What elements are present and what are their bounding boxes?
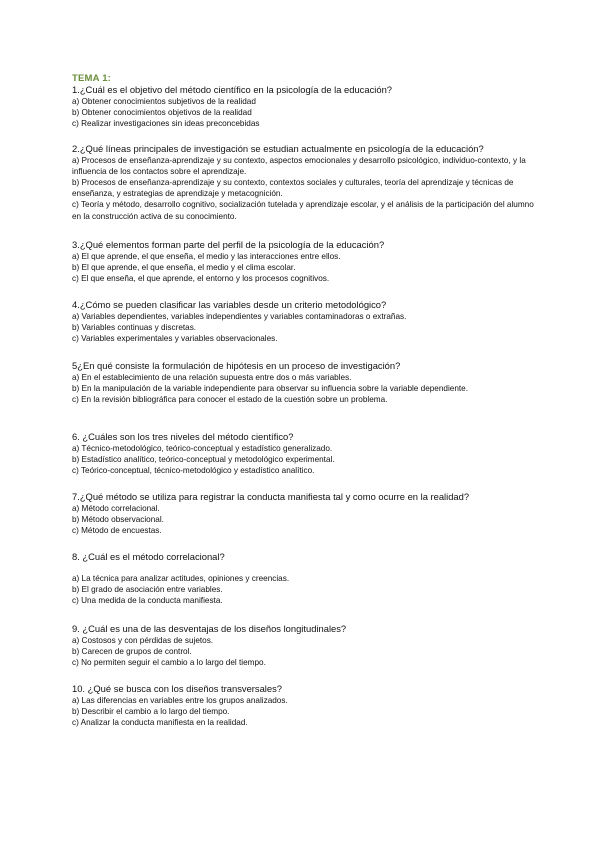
question-text: 2.¿Qué líneas principales de investigación se estudian actualmente en psicología de la educación? bbox=[72, 143, 484, 154]
question-text: 4.¿Cómo se pueden clasificar las variables desde un criterio metodológico? bbox=[72, 299, 387, 310]
question-3 bbox=[72, 239, 542, 284]
option-b: b) Procesos de enseñanza-aprendizaje y su contexto, contextos sociales y culturales, teoría del aprendizaje y técnicas de enseñanza, y estrategias de aprendizaje y metacognición. bbox=[72, 177, 514, 199]
option-c: c) Método de encuestas. bbox=[72, 525, 162, 535]
option-c: c) En la revisión bibliográfica para conocer el estado de la cuestión sobre un problema. bbox=[72, 394, 388, 404]
option-c: c) No permiten seguir el cambio a lo largo del tiempo. bbox=[72, 657, 266, 667]
question-1 bbox=[72, 84, 542, 129]
option-a: a) Costosos y con pérdidas de sujetos. bbox=[72, 635, 214, 645]
option-a: a) Las diferencias en variables entre los grupos analizados. bbox=[72, 695, 288, 705]
option-a: a) Variables dependientes, variables independientes y variables contaminadoras o extrañas. bbox=[72, 311, 407, 321]
question-text: 1.¿Cuál es el objetivo del método científico en la psicología de la educación? bbox=[72, 84, 392, 95]
question-10 bbox=[72, 683, 542, 728]
option-c: c) Analizar la conducta manifiesta en la realidad. bbox=[72, 717, 248, 727]
option-b: b) Estadístico analítico, teórico-conceptual y metodológico experimental. bbox=[72, 454, 335, 464]
option-b: b) Describir el cambio a lo largo del tiempo. bbox=[72, 706, 230, 716]
option-a: a) Obtener conocimientos subjetivos de la realidad bbox=[72, 96, 256, 106]
option-b: b) En la manipulación de la variable independiente para observar su influencia sobre la variable dependiente. bbox=[72, 383, 468, 393]
option-b: b) Obtener conocimientos objetivos de la realidad bbox=[72, 107, 252, 117]
option-b: b) Variables continuas y discretas. bbox=[72, 322, 197, 332]
option-a: a) En el establecimiento de una relación supuesta entre dos o más variables. bbox=[72, 372, 352, 382]
option-b: b) Carecen de grupos de control. bbox=[72, 646, 192, 656]
question-text: 9. ¿Cuál es una de las desventajas de los diseños longitudinales? bbox=[72, 623, 347, 634]
question-text: 8. ¿Cuál es el método correlacional? bbox=[72, 551, 225, 562]
option-b: b) Método observacional. bbox=[72, 514, 164, 524]
option-c: c) Realizar investigaciones sin ideas preconcebidas bbox=[72, 118, 260, 128]
question-6 bbox=[72, 431, 542, 476]
question-text: 10. ¿Qué se busca con los diseños transversales? bbox=[72, 683, 283, 694]
option-c: c) Variables experimentales y variables observacionales. bbox=[72, 333, 278, 343]
option-a: a) Procesos de enseñanza-aprendizaje y su contexto, aspectos emocionales y desarrollo psicológico, individuo-contexto, y la influencia de los contactos sobre el aprendizaje. bbox=[72, 155, 526, 176]
option-b: b) El que aprende, el que enseña, el medio y el clima escolar. bbox=[72, 262, 296, 272]
option-c: c) El que enseña, el que aprende, el entorno y los procesos cognitivos. bbox=[72, 273, 330, 283]
question-5 bbox=[72, 360, 542, 405]
option-a: a) Técnico-metodológico, teórico-conceptual y estadístico generalizado. bbox=[72, 443, 333, 453]
option-b: b) El grado de asociación entre variables. bbox=[72, 584, 223, 594]
question-8 bbox=[72, 551, 542, 606]
option-c: c) Una medida de la conducta manifiesta. bbox=[72, 595, 223, 605]
question-text: 5¿En qué consiste la formulación de hipótesis en un proceso de investigación? bbox=[72, 360, 401, 371]
page-title: TEMA 1: bbox=[72, 73, 112, 84]
question-9 bbox=[72, 623, 542, 668]
question-7 bbox=[72, 491, 542, 536]
option-a: a) Método correlacional. bbox=[72, 503, 160, 513]
question-text: 6. ¿Cuáles son los tres niveles del método científico? bbox=[72, 431, 294, 442]
question-2 bbox=[72, 143, 542, 222]
question-text: 7.¿Qué método se utiliza para registrar la conducta manifiesta tal y como ocurre en la realidad? bbox=[72, 491, 470, 502]
question-text: 3.¿Qué elementos forman parte del perfil de la psicología de la educación? bbox=[72, 239, 385, 250]
option-a: a) El que aprende, el que enseña, el medio y las interacciones entre ellos. bbox=[72, 251, 341, 261]
question-4 bbox=[72, 299, 542, 344]
option-c: c) Teórico-conceptual, técnico-metodológico y estadístico analítico. bbox=[72, 465, 315, 475]
option-a: a) La técnica para analizar actitudes, opiniones y creencias. bbox=[72, 573, 290, 583]
option-c: c) Teoría y método, desarrollo cognitivo, socialización tutelada y aprendizaje escolar, y el análisis de la participación del alumno en la construcción activa de su conocimiento. bbox=[72, 200, 534, 221]
